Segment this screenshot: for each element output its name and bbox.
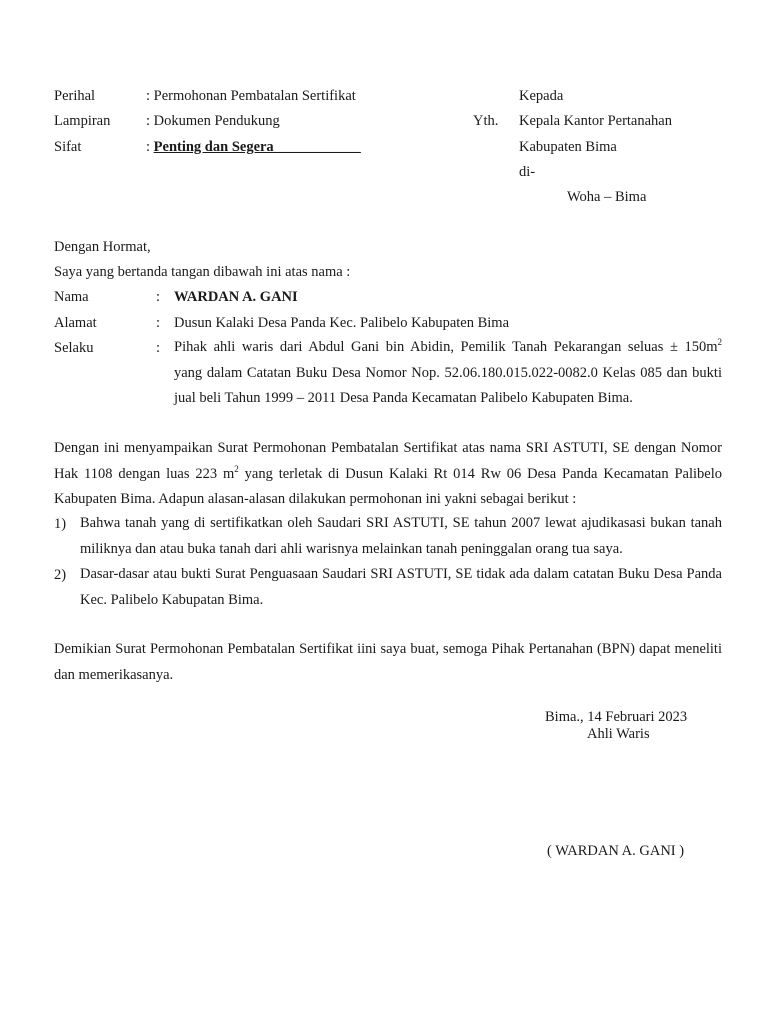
- closing-paragraph: Demikian Surat Permohonan Pembatalan Sertifikat iini saya buat, semoga Pihak Pertanahan (BPN) dapat meneliti dan memerikasanya.: [54, 641, 722, 683]
- para1-b: yang terletak di Dusun Kalaki Rt 014 Rw 06 Desa Panda Kecamatan Palibelo Kabupaten Bima. Adapun alasan-alasan dilakukan permohonan ini yakni sebagai berikut :: [54, 465, 722, 507]
- intro-text: Saya yang bertanda tangan dibawah ini atas nama :: [54, 264, 351, 280]
- signature-role: Ahli Waris: [587, 726, 650, 742]
- list-item-1-text: Bahwa tanah yang di sertifikatkan oleh Saudari SRI ASTUTI, SE tahun 2007 lewat ajudikasasi bukan tanah miliknya dan atau buka tanah dari ahli warisnya melainkan tanah peninggalan orang tua saya.: [80, 515, 722, 557]
- sifat-label: Sifat: [54, 139, 82, 155]
- sifat-value: Penting dan Segera: [153, 139, 274, 155]
- selaku-value-b: yang dalam Catatan Buku Desa Nomor Nop. 52.06.180.015.022-0082.0 Kelas 085 dan bukti jual beli Tahun 1999 – 2011 Desa Panda Kecamatan Palibelo Kabupaten Bima.: [174, 364, 722, 406]
- perihal-value: : Permohonan Pembatalan Sertifikat: [146, 88, 356, 104]
- place-date: Bima., 14 Februari 2023: [545, 709, 688, 725]
- lampiran-value: : Dokumen Pendukung: [146, 113, 280, 129]
- body-paragraph: [54, 436, 722, 513]
- para1-sup: 2: [234, 463, 239, 474]
- list-item-1-num: 1): [54, 516, 67, 532]
- recipient-yth: Yth.: [473, 113, 499, 129]
- sifat-blank: ____________: [273, 139, 361, 155]
- selaku-sup: 2: [717, 337, 722, 348]
- greeting: Dengan Hormat,: [54, 239, 151, 255]
- sifat-field: [146, 139, 361, 156]
- recipient-line4: Woha – Bima: [567, 189, 647, 205]
- alamat-label: Alamat: [54, 315, 97, 331]
- list-item-2-text: Dasar-dasar atau bukti Surat Penguasaan Saudari SRI ASTUTI, SE tidak ada dalam catatan Buku Desa Panda Kec. Palibelo Kabupatan Bima.: [80, 566, 722, 608]
- perihal-label: Perihal: [54, 88, 96, 104]
- selaku-value-a: Pihak ahli waris dari Abdul Gani bin Abidin, Pemilik Tanah Pekarangan seluas ± 150m: [174, 339, 718, 355]
- recipient-line3: di-: [519, 164, 536, 180]
- alamat-colon: :: [156, 315, 161, 331]
- list-item-2-num: 2): [54, 567, 67, 583]
- nama-label: Nama: [54, 289, 89, 305]
- lampiran-label: Lampiran: [54, 113, 111, 129]
- selaku-label: Selaku: [54, 340, 94, 356]
- selaku-colon: :: [156, 340, 161, 356]
- signature-name: ( WARDAN A. GANI ): [547, 843, 685, 859]
- sifat-colon: :: [146, 139, 154, 155]
- recipient-line2: Kabupaten Bima: [519, 139, 617, 155]
- para1-a: Dengan ini menyampaikan Surat Permohonan Pembatalan Sertifikat atas nama SRI ASTUTI, SE dengan Nomor Hak 1108 dengan luas 223 m: [54, 440, 722, 482]
- selaku-value: [174, 335, 722, 412]
- alamat-value: Dusun Kalaki Desa Panda Kec. Palibelo Kabupaten Bima: [174, 315, 510, 331]
- nama-colon: :: [156, 289, 161, 305]
- recipient-line1: Kepala Kantor Pertanahan: [519, 113, 672, 129]
- recipient-kepada: Kepada: [519, 88, 564, 104]
- nama-value: WARDAN A. GANI: [174, 289, 298, 305]
